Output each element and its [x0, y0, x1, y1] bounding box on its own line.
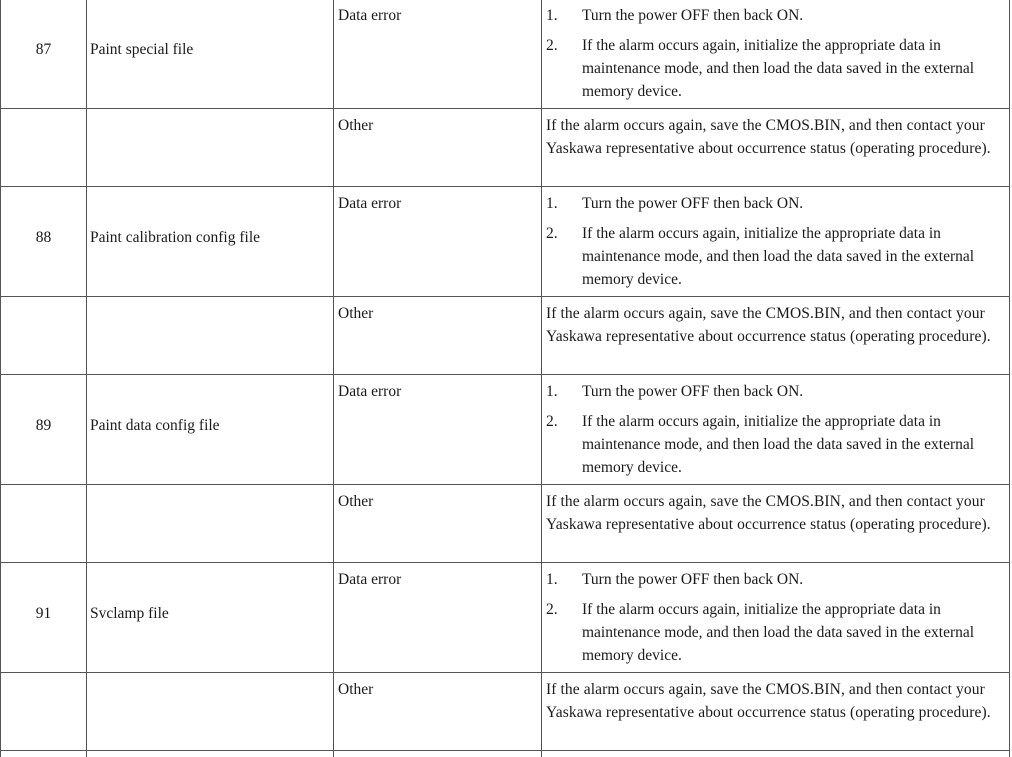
step-number: 1.	[546, 7, 558, 24]
step-number: 2.	[546, 37, 558, 54]
step-text: Turn the power OFF then back ON.	[582, 195, 804, 212]
remedy-step	[546, 222, 1003, 291]
empty-cell	[87, 297, 334, 375]
empty-cell	[87, 109, 334, 187]
step-number: 2.	[546, 225, 558, 242]
table-row	[1, 297, 1010, 375]
remedy-cell	[542, 187, 1010, 297]
remedy-cell	[542, 109, 1010, 187]
empty-cell	[87, 485, 334, 563]
empty-cell	[1, 485, 87, 563]
cause-text: Data error	[338, 7, 402, 24]
alarm-subcode-cell	[1, 375, 87, 485]
cause-text: Data error	[338, 195, 402, 212]
step-text: If the alarm occurs again, initialize the appropriate data in maintenance mode, and then load the data saved in the external memory device.	[582, 601, 975, 664]
step-text: Turn the power OFF then back ON.	[582, 383, 804, 400]
alarm-subcode-cell	[1, 0, 87, 109]
remedy-text: If the alarm occurs again, save the CMOS.BIN, and then contact your Yaskawa representative about occurrence status (operating procedure).	[546, 117, 991, 157]
alarm-subcode: 91	[35, 605, 52, 622]
step-text: If the alarm occurs again, initialize the appropriate data in maintenance mode, and then load the data saved in the external memory device.	[582, 37, 975, 100]
remedy-text: If the alarm occurs again, save the CMOS.BIN, and then contact your Yaskawa representative about occurrence status (operating procedure).	[546, 681, 991, 721]
step-number: 2.	[546, 413, 558, 430]
remedy-cell	[542, 673, 1010, 751]
alarm-subcode: 89	[35, 417, 52, 434]
file-name: Paint special file	[90, 41, 194, 58]
cause-text: Other	[338, 117, 374, 134]
cause-text: Other	[338, 305, 374, 322]
cause-text: Other	[338, 493, 374, 510]
empty-cell	[1, 297, 87, 375]
table-row	[1, 751, 1010, 757]
cause-text: Data error	[338, 383, 402, 400]
empty-cell	[1, 673, 87, 751]
table-row	[1, 375, 1010, 485]
empty-cell	[87, 751, 334, 757]
remedy-cell	[542, 485, 1010, 563]
file-name: Paint data config file	[90, 417, 220, 434]
remedy-cell	[542, 375, 1010, 485]
step-number: 1.	[546, 383, 558, 400]
empty-cell	[334, 751, 542, 757]
step-number: 1.	[546, 571, 558, 588]
cause-cell	[334, 673, 542, 751]
cause-cell	[334, 297, 542, 375]
remedy-text: If the alarm occurs again, save the CMOS.BIN, and then contact your Yaskawa representative about occurrence status (operating procedure).	[546, 493, 991, 533]
empty-cell	[542, 751, 1010, 757]
remedy-step	[546, 34, 1003, 103]
cause-cell	[334, 0, 542, 109]
remedy-step	[546, 568, 1003, 591]
remedy-step	[546, 410, 1003, 479]
cause-cell	[334, 485, 542, 563]
remedy-text: If the alarm occurs again, save the CMOS.BIN, and then contact your Yaskawa representative about occurrence status (operating procedure).	[546, 305, 991, 345]
step-text: If the alarm occurs again, initialize the appropriate data in maintenance mode, and then load the data saved in the external memory device.	[582, 413, 975, 476]
cause-text: Data error	[338, 571, 402, 588]
alarm-subcode-cell	[1, 187, 87, 297]
remedy-step	[546, 192, 1003, 215]
cause-cell	[334, 187, 542, 297]
cause-text: Other	[338, 681, 374, 698]
table-row	[1, 673, 1010, 751]
cause-cell	[334, 375, 542, 485]
step-text: Turn the power OFF then back ON.	[582, 7, 804, 24]
cause-cell	[334, 563, 542, 673]
file-name-cell	[87, 563, 334, 673]
table-row	[1, 0, 1010, 109]
table-row	[1, 109, 1010, 187]
file-name-cell	[87, 375, 334, 485]
empty-cell	[87, 673, 334, 751]
file-name: Svclamp file	[90, 605, 169, 622]
alarm-subcode: 87	[35, 41, 52, 58]
file-name-cell	[87, 187, 334, 297]
table-row	[1, 485, 1010, 563]
file-name: Paint calibration config file	[90, 229, 261, 246]
step-number: 1.	[546, 195, 558, 212]
step-text: If the alarm occurs again, initialize the appropriate data in maintenance mode, and then load the data saved in the external memory device.	[582, 225, 975, 288]
step-number: 2.	[546, 601, 558, 618]
table-row	[1, 563, 1010, 673]
cause-cell	[334, 109, 542, 187]
remedy-cell	[542, 297, 1010, 375]
remedy-step	[546, 380, 1003, 403]
remedy-step	[546, 598, 1003, 667]
alarm-subcode-cell	[1, 563, 87, 673]
file-name-cell	[87, 0, 334, 109]
remedy-step	[546, 4, 1003, 27]
empty-cell	[1, 751, 87, 757]
step-text: Turn the power OFF then back ON.	[582, 571, 804, 588]
alarm-subcode: 88	[35, 229, 52, 246]
remedy-cell	[542, 563, 1010, 673]
table-row	[1, 187, 1010, 297]
empty-cell	[1, 109, 87, 187]
remedy-cell	[542, 0, 1010, 109]
